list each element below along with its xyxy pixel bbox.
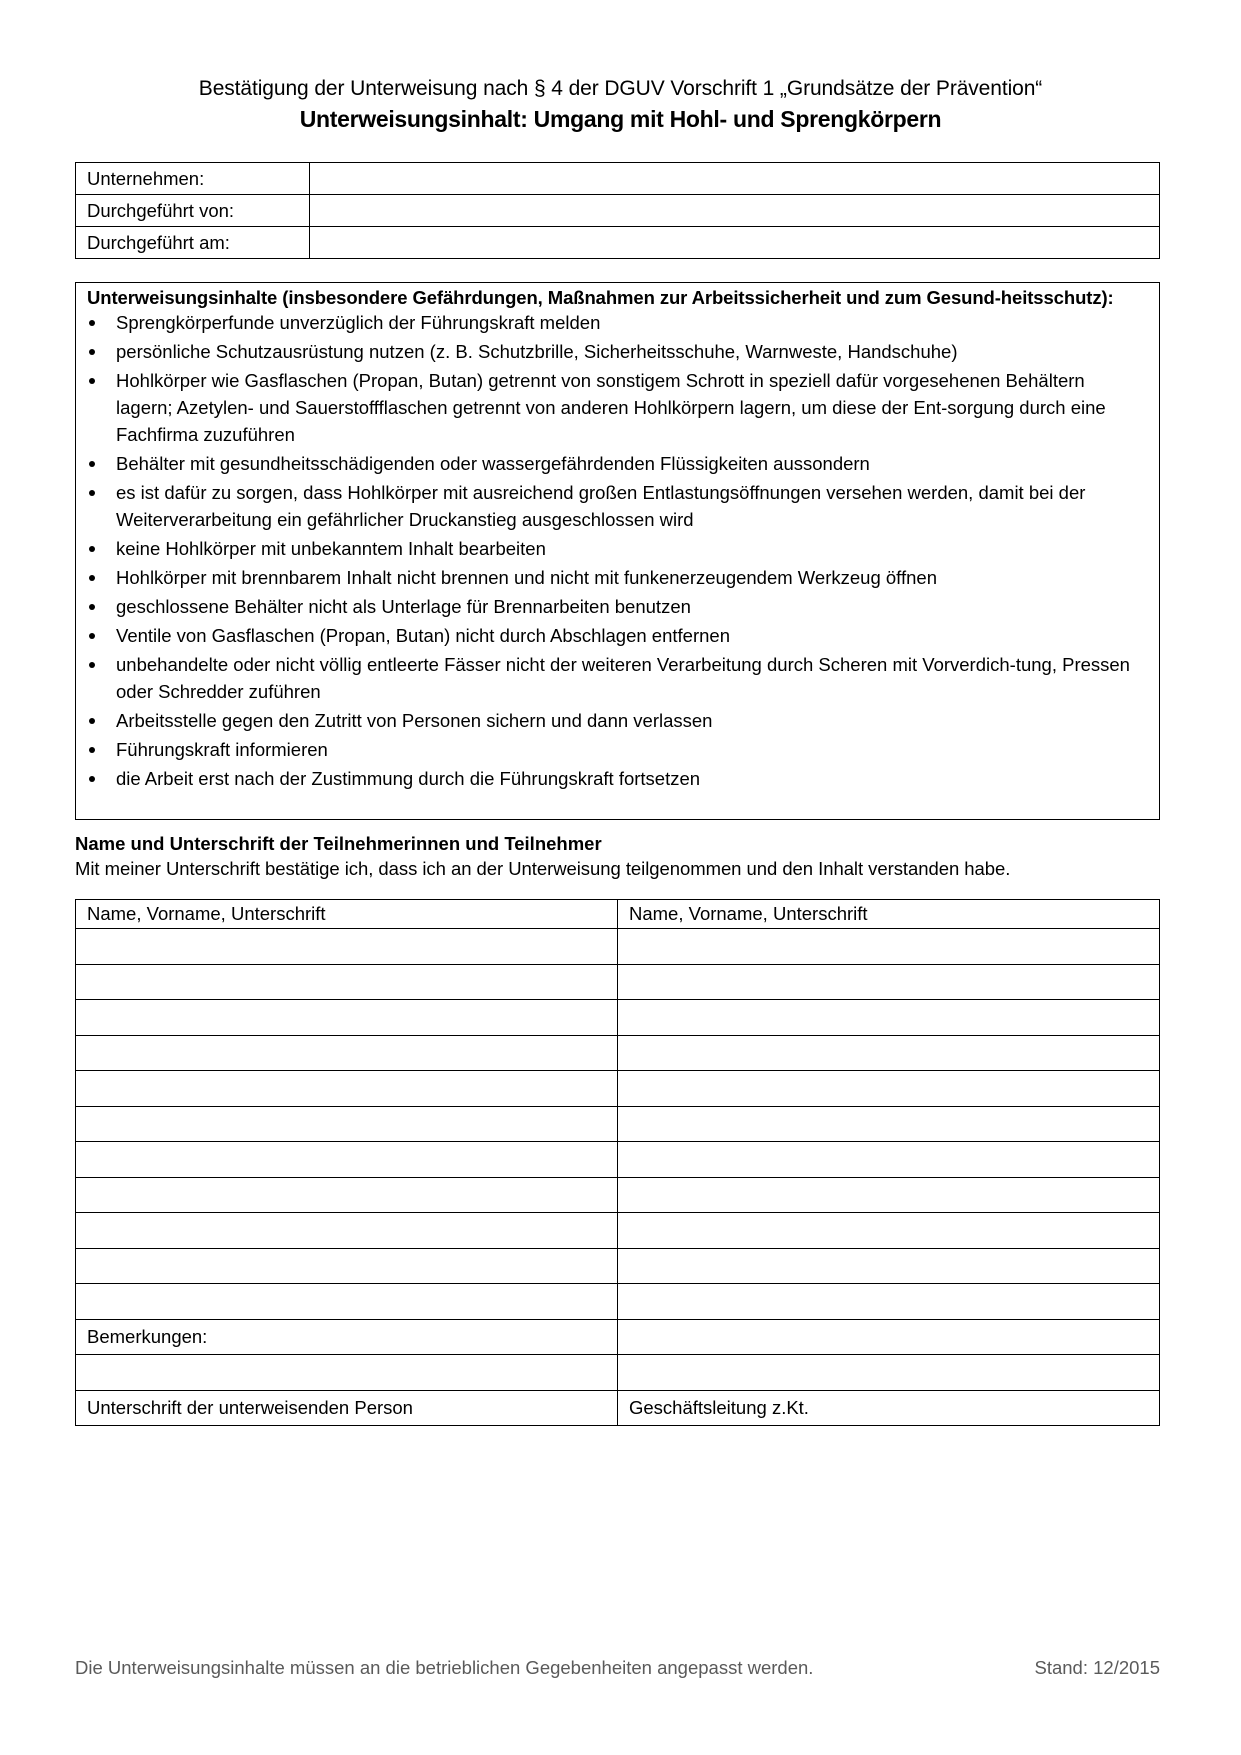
signature-cell[interactable] xyxy=(76,1213,618,1249)
signature-cell[interactable] xyxy=(76,1071,618,1107)
conducted-on-label: Durchgeführt am: xyxy=(76,227,310,259)
list-item: Hohlkörper wie Gasflaschen (Propan, Butan) getrennt von sonstigem Schrott in speziell dafür vorgesehenen Behältern lagern; Azetylen- und Sauerstoffflaschen getrennt von anderen Hohlkörpern lagern, um diese der Ent-sorgung durch eine Fachfirma zuzuführen xyxy=(87,367,1144,448)
signature-col-left-header: Name, Vorname, Unterschrift xyxy=(76,900,618,929)
table-row xyxy=(76,1035,1160,1071)
table-row xyxy=(76,1248,1160,1284)
signature-table xyxy=(75,899,1160,1426)
remarks-cell[interactable] xyxy=(618,1319,1160,1355)
meta-row-company xyxy=(76,163,1160,195)
list-item: es ist dafür zu sorgen, dass Hohlkörper mit ausreichend großen Entlastungsöffnungen versehen werden, damit bei der Weiterverarbeitung ein gefährlicher Druckanstieg ausgeschlossen wird xyxy=(87,479,1144,533)
signature-cell[interactable] xyxy=(76,1035,618,1071)
conducted-on-field[interactable] xyxy=(310,227,1160,259)
list-item: geschlossene Behälter nicht als Unterlage für Brennarbeiten benutzen xyxy=(87,593,1144,620)
list-item: Sprengkörperfunde unverzüglich der Führungskraft melden xyxy=(87,309,1144,336)
signature-cell[interactable] xyxy=(618,1213,1160,1249)
signature-header-row xyxy=(76,900,1160,929)
table-row xyxy=(76,964,1160,1000)
table-row xyxy=(76,1284,1160,1320)
list-item: keine Hohlkörper mit unbekanntem Inhalt bearbeiten xyxy=(87,535,1144,562)
document-title: Unterweisungsinhalt: Umgang mit Hohl- und Sprengkörpern xyxy=(299,106,942,132)
instruction-content-box xyxy=(75,282,1160,820)
list-item: persönliche Schutzausrüstung nutzen (z. B. Schutzbrille, Sicherheitsschuhe, Warnweste, Handschuhe) xyxy=(87,338,1144,365)
signature-col-right-header: Name, Vorname, Unterschrift xyxy=(618,900,1160,929)
list-item: die Arbeit erst nach der Zustimmung durch die Führungskraft fortsetzen xyxy=(87,765,1144,792)
list-item: unbehandelte oder nicht völlig entleerte Fässer nicht der weiteren Verarbeitung durch Scheren mit Vorverdich-tung, Pressen oder Schredder zuführen xyxy=(87,651,1144,705)
signature-cell[interactable] xyxy=(76,964,618,1000)
signature-cell[interactable] xyxy=(618,1142,1160,1178)
signature-cell[interactable] xyxy=(76,1000,618,1036)
signature-cell[interactable] xyxy=(618,1248,1160,1284)
signature-cell[interactable] xyxy=(618,1035,1160,1071)
signature-cell[interactable] xyxy=(76,1177,618,1213)
instructor-signature-label: Unterschrift der unterweisenden Person xyxy=(76,1390,618,1426)
remarks-row-blank xyxy=(76,1355,1160,1391)
footer-date: Stand: 12/2015 xyxy=(1034,1657,1160,1678)
table-row xyxy=(76,1142,1160,1178)
management-signature-label: Geschäftsleitung z.Kt. xyxy=(618,1390,1160,1426)
footer-note: Die Unterweisungsinhalte müssen an die betrieblichen Gegebenheiten angepasst werden. xyxy=(75,1657,814,1678)
signature-cell[interactable] xyxy=(618,1177,1160,1213)
signature-cell[interactable] xyxy=(618,964,1160,1000)
instruction-list xyxy=(87,309,1159,792)
table-row xyxy=(76,1213,1160,1249)
signature-cell[interactable] xyxy=(76,929,618,965)
conducted-by-label: Durchgeführt von: xyxy=(76,195,310,227)
signature-cell[interactable] xyxy=(76,1106,618,1142)
list-item: Ventile von Gasflaschen (Propan, Butan) nicht durch Abschlagen entfernen xyxy=(87,622,1144,649)
signature-cell[interactable] xyxy=(76,1142,618,1178)
table-row xyxy=(76,929,1160,965)
remarks-field[interactable] xyxy=(76,1355,618,1391)
remarks-row xyxy=(76,1319,1160,1355)
signature-cell[interactable] xyxy=(618,1284,1160,1320)
list-item: Behälter mit gesundheitsschädigenden oder wassergefährdenden Flüssigkeiten aussondern xyxy=(87,450,1144,477)
list-item: Hohlkörper mit brennbarem Inhalt nicht brennen und nicht mit funkenerzeugendem Werkzeug öffnen xyxy=(87,564,1144,591)
signature-cell[interactable] xyxy=(618,1000,1160,1036)
meta-row-conducted-on xyxy=(76,227,1160,259)
company-field[interactable] xyxy=(310,163,1160,195)
signature-cell[interactable] xyxy=(76,1248,618,1284)
meta-row-conducted-by xyxy=(76,195,1160,227)
list-item: Arbeitsstelle gegen den Zutritt von Personen sichern und dann verlassen xyxy=(87,707,1144,734)
signature-cell[interactable] xyxy=(76,1284,618,1320)
table-row xyxy=(76,1000,1160,1036)
conducted-by-field[interactable] xyxy=(310,195,1160,227)
content-title: Unterweisungsinhalte (insbesondere Gefährdungen, Maßnahmen zur Arbeitssicherheit und zum Gesund-heitsschutz): xyxy=(87,287,1114,308)
signature-cell[interactable] xyxy=(618,929,1160,965)
final-signature-row xyxy=(76,1390,1160,1426)
meta-table xyxy=(75,162,1160,259)
company-label: Unternehmen: xyxy=(76,163,310,195)
signatures-confirmation: Mit meiner Unterschrift bestätige ich, dass ich an der Unterweisung teilgenommen und den Inhalt verstanden habe. xyxy=(75,858,1011,879)
table-row xyxy=(76,1106,1160,1142)
table-row xyxy=(76,1071,1160,1107)
signature-cell[interactable] xyxy=(618,1071,1160,1107)
document-subtitle: Bestätigung der Unterweisung nach § 4 der DGUV Vorschrift 1 „Grundsätze der Prävention“ xyxy=(198,77,1043,100)
table-row xyxy=(76,1177,1160,1213)
remarks-field[interactable] xyxy=(618,1355,1160,1391)
list-item: Führungskraft informieren xyxy=(87,736,1144,763)
signatures-heading: Name und Unterschrift der Teilnehmerinnen und Teilnehmer xyxy=(75,833,602,854)
signature-cell[interactable] xyxy=(618,1106,1160,1142)
remarks-label: Bemerkungen: xyxy=(76,1319,618,1355)
